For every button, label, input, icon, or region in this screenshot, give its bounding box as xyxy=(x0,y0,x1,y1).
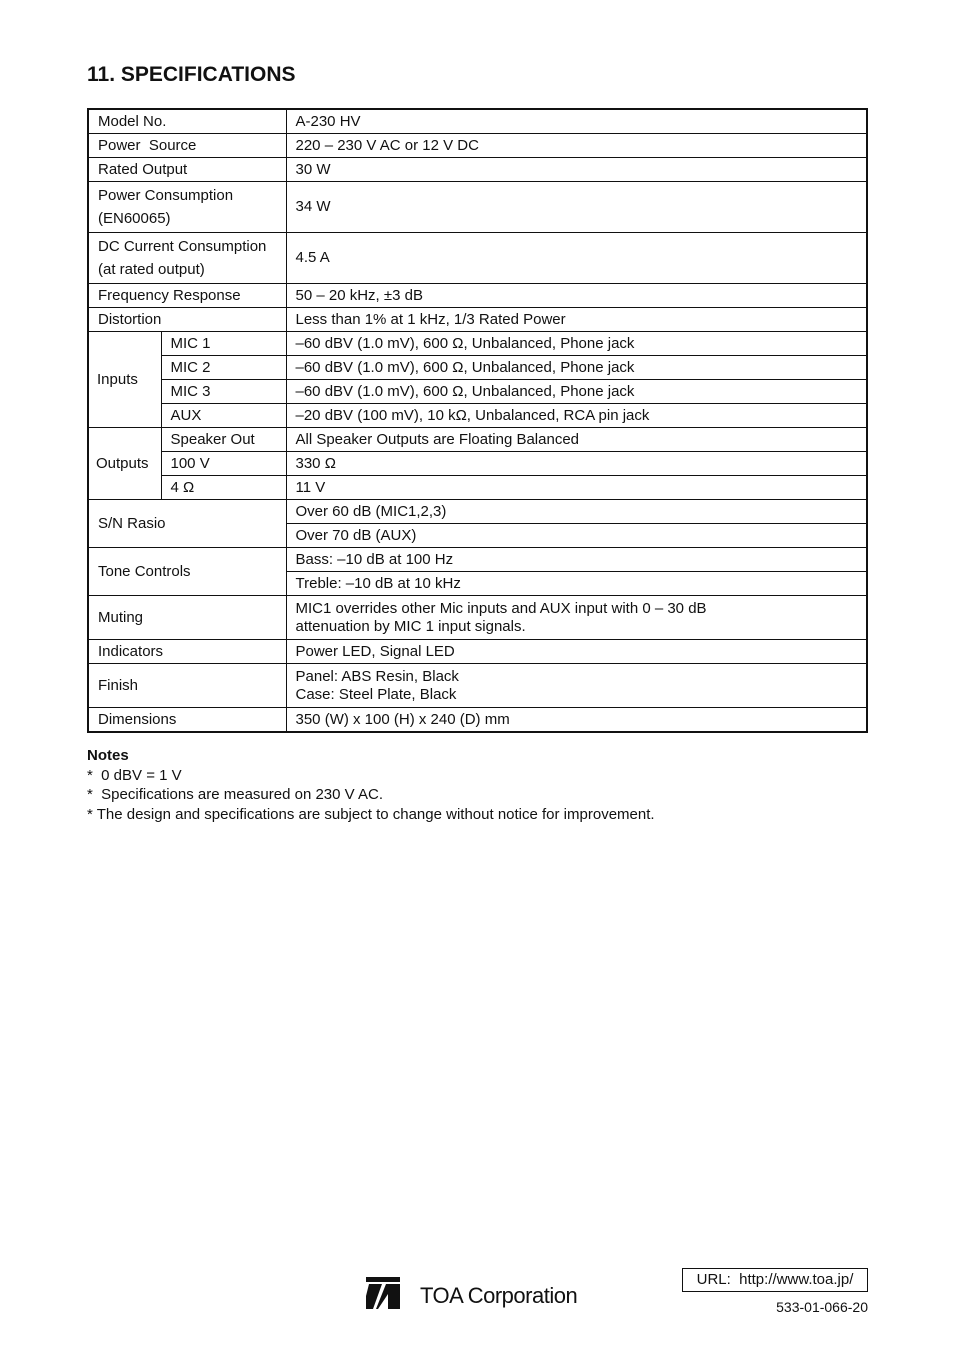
spec-sub-label: 4 Ω xyxy=(161,476,286,500)
table-row xyxy=(88,404,867,428)
table-row xyxy=(88,308,867,332)
spec-value xyxy=(286,664,867,708)
spec-sub-label: AUX xyxy=(161,404,286,428)
spec-group-label: Inputs xyxy=(88,332,161,428)
table-row xyxy=(88,134,867,158)
spec-label: S/N Rasio xyxy=(88,500,286,548)
spec-value: –20 dBV (100 mV), 10 kΩ, Unbalanced, RCA pin jack xyxy=(286,404,867,428)
spec-value: 50 – 20 kHz, ±3 dB xyxy=(286,284,867,308)
toa-logo-icon xyxy=(366,1277,400,1309)
spec-label: Distortion xyxy=(88,308,286,332)
spec-value: Over 70 dB (AUX) xyxy=(286,524,867,548)
spec-label: Indicators xyxy=(88,640,286,664)
table-row xyxy=(88,182,867,233)
note-item: * Specifications are measured on 230 V AC. xyxy=(87,786,384,803)
spec-label xyxy=(88,233,286,284)
spec-label-line: Power Consumption xyxy=(98,187,234,204)
table-row xyxy=(88,428,867,452)
spec-value: Power LED, Signal LED xyxy=(286,640,867,664)
spec-value xyxy=(286,596,867,640)
table-row xyxy=(88,476,867,500)
spec-group-label: Outputs xyxy=(88,428,161,500)
table-row xyxy=(88,640,867,664)
spec-value: 11 V xyxy=(286,476,867,500)
spec-label: Power Source xyxy=(88,134,286,158)
spec-label xyxy=(88,182,286,233)
spec-value: 4.5 A xyxy=(286,233,867,284)
table-row xyxy=(88,708,867,733)
page-title: 11. SPECIFICATIONS xyxy=(87,63,296,86)
table-row xyxy=(88,596,867,640)
table-row xyxy=(88,380,867,404)
spec-label: Frequency Response xyxy=(88,284,286,308)
table-row xyxy=(88,284,867,308)
table-row xyxy=(88,356,867,380)
table-row xyxy=(88,548,867,572)
spec-value: Less than 1% at 1 kHz, 1/3 Rated Power xyxy=(286,308,867,332)
spec-value: 34 W xyxy=(286,182,867,233)
spec-value: A-230 HV xyxy=(286,109,867,134)
company-name: TOA Corporation xyxy=(420,1283,578,1308)
table-row xyxy=(88,109,867,134)
spec-value-line: MIC1 overrides other Mic inputs and AUX input with 0 – 30 dB xyxy=(295,599,707,617)
spec-value: 330 Ω xyxy=(286,452,867,476)
notes-section xyxy=(87,746,655,824)
spec-sub-label: Speaker Out xyxy=(161,428,286,452)
table-row xyxy=(88,233,867,284)
spec-sub-label: MIC 1 xyxy=(161,332,286,356)
spec-label: Tone Controls xyxy=(88,548,286,596)
spec-value-line: Panel: ABS Resin, Black xyxy=(295,667,459,685)
spec-value: Treble: –10 dB at 10 kHz xyxy=(286,572,867,596)
company-logo xyxy=(366,1277,577,1309)
spec-label-line: (at rated output) xyxy=(98,261,205,278)
spec-value: –60 dBV (1.0 mV), 600 Ω, Unbalanced, Phone jack xyxy=(286,356,867,380)
spec-value: Bass: –10 dB at 100 Hz xyxy=(286,548,867,572)
note-item: * The design and specifications are subject to change without notice for improvement. xyxy=(87,805,655,823)
spec-value: 350 (W) x 100 (H) x 240 (D) mm xyxy=(286,708,867,733)
spec-sub-label: MIC 2 xyxy=(161,356,286,380)
spec-label-line: DC Current Consumption xyxy=(98,238,267,255)
spec-value: –60 dBV (1.0 mV), 600 Ω, Unbalanced, Phone jack xyxy=(286,380,867,404)
url-box: URL: http://www.toa.jp/ xyxy=(682,1268,868,1292)
table-row xyxy=(88,500,867,524)
note-item: * 0 dBV = 1 V xyxy=(87,766,182,784)
spec-value-line: Case: Steel Plate, Black xyxy=(295,685,457,703)
spec-label-line: (EN60065) xyxy=(98,210,171,227)
spec-value-line: attenuation by MIC 1 input signals. xyxy=(295,617,526,635)
spec-value: All Speaker Outputs are Floating Balanced xyxy=(286,428,867,452)
table-row xyxy=(88,452,867,476)
spec-sub-label: MIC 3 xyxy=(161,380,286,404)
spec-sub-label: 100 V xyxy=(161,452,286,476)
spec-label: Finish xyxy=(88,664,286,708)
document-number: 533-01-066-20 xyxy=(776,1299,868,1315)
spec-label: Rated Output xyxy=(88,158,286,182)
table-row xyxy=(88,158,867,182)
spec-value: 30 W xyxy=(286,158,867,182)
notes-heading: Notes xyxy=(87,747,129,764)
spec-label: Model No. xyxy=(88,109,286,134)
table-row xyxy=(88,664,867,708)
table-row xyxy=(88,332,867,356)
spec-value: –60 dBV (1.0 mV), 600 Ω, Unbalanced, Phone jack xyxy=(286,332,867,356)
spec-value: 220 – 230 V AC or 12 V DC xyxy=(286,134,867,158)
specifications-table xyxy=(87,108,868,733)
spec-label: Muting xyxy=(88,596,286,640)
spec-value: Over 60 dB (MIC1,2,3) xyxy=(286,500,867,524)
spec-label: Dimensions xyxy=(88,708,286,733)
